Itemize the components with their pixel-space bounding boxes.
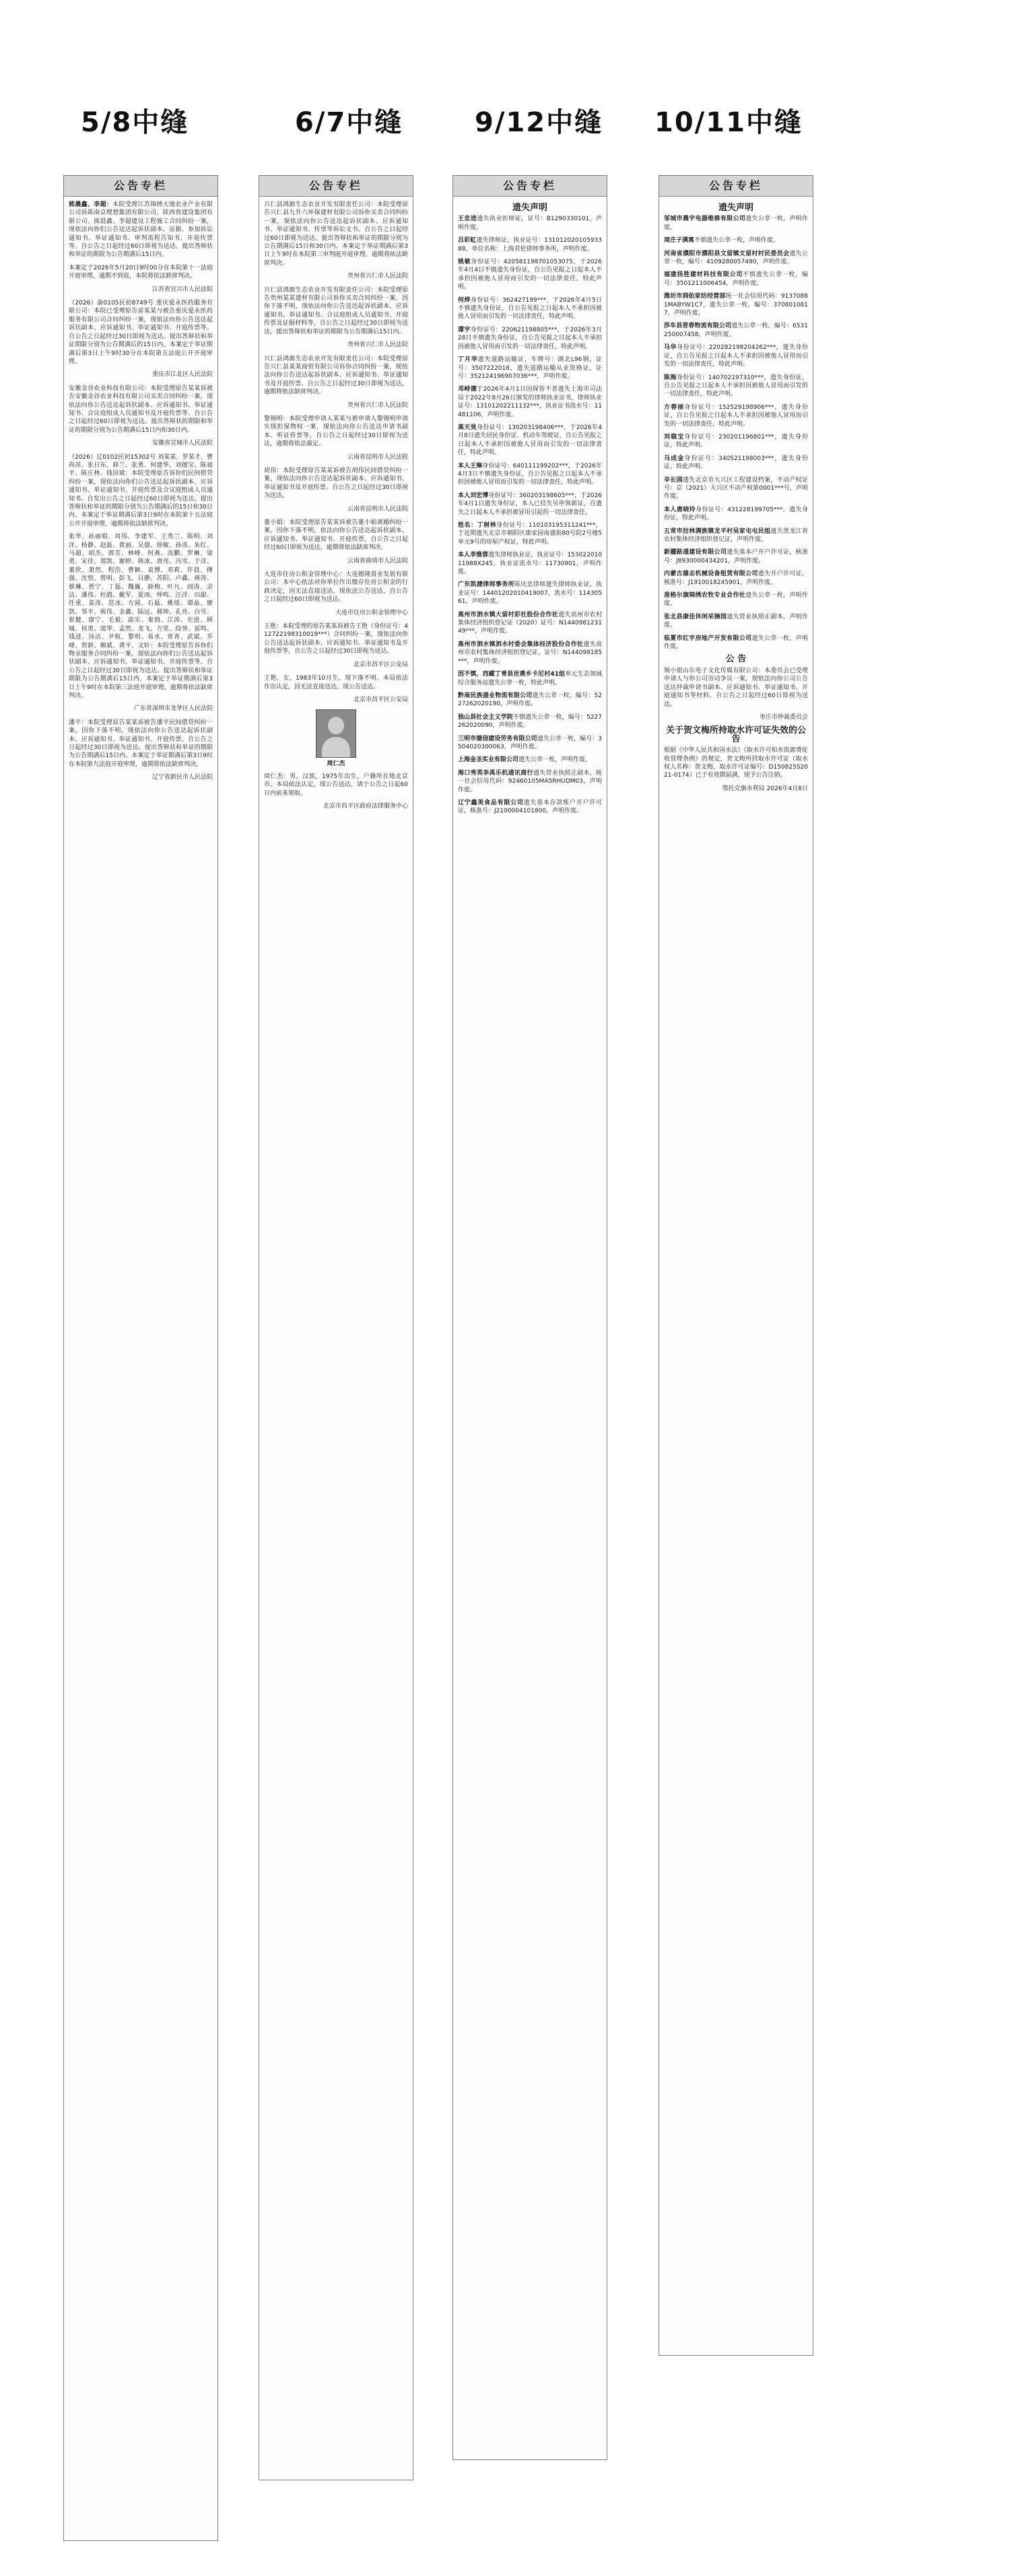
notice-org: 邹城市晨宇电器维修有限公司 (664, 216, 746, 223)
notice-org: 陈海 (664, 374, 677, 381)
notice-org: 丁月华 (458, 356, 478, 364)
section-subheading: 遗失声明 (718, 203, 753, 213)
notice-text: 遗失公章一枚，声明作废。 (664, 216, 808, 231)
notice-text: 遗失北京市大兴区工程建设档案，不动产权证号：京（2021）大兴区不动产权第0001***号，声明作废。 (664, 476, 808, 501)
notice-item (664, 527, 808, 544)
notice-item: 周仁杰：男，汉族，1975年出生，户籍所在地北京市。本局依法认定，现公告送达，请于公告之日起60日内前来领取。 (264, 773, 408, 797)
notice-org: 本人唐晓玲 (664, 506, 696, 513)
notice-item (664, 433, 808, 450)
notice-org: 吕彩虹 (458, 237, 477, 245)
notice-org: 准格尔旗锦绣农牧专业合作社 (664, 592, 746, 600)
notice-item: 王艳，女，1983年10月生，现下落不明。本局依法作出认定，因无法直接送达，现公告送达。 (264, 675, 408, 690)
notice-item: 大连市住房公积金管理中心：大连德隆置业发展有限公司：本中心依法对你单位作出缴存住房公积金的行政决定，因无法直接送达，现依法公告送达，自公告之日起经过60日即视为送达。 (264, 571, 408, 604)
notice-signature: 贵州省兴仁市人民法院 (347, 273, 408, 280)
notice-item (458, 326, 602, 351)
notice-text: 统一社会信用代码：91370881MABYW1C7，遗失公章一枚，编号：3708010817，声明作废。 (664, 293, 808, 317)
notice-item: 本案定于2026年5月20日9时00分在本院第十一法庭开庭审理，逾期不到庭，本院将依法缺席判决。 (69, 264, 213, 280)
notice-list (458, 215, 602, 815)
notice-item: 兴仁县鸿源生态农业开发有限责任公司：本院受理原告兴仁县九升六环保建材有限公司诉你买卖合同纠纷一案，现依法向你公告送达起诉状副本、应诉通知书、举证通知书、传票等诉讼文书。自公告之日起经过60日即视为送达。提出答辩状和举证的期限分别为公告期满后15日和30日内。本案定于举证期满后第3日上午9时在本院第三审判庭开庭审理，逾期将依法缺席判决。 (264, 201, 408, 267)
notice-org: 独山县社会主义学院 (458, 713, 513, 721)
notice-org: 广东凯捷律师事务所 (458, 581, 514, 589)
notice-org: 邓峙德 (458, 386, 477, 393)
notice-signature: 鄂托克旗水利局 2026年4月8日 (722, 785, 808, 792)
column-header: 公告专栏 (64, 176, 217, 197)
notice-signature: 北京市昌平区公安局 (353, 661, 408, 668)
notice-org: 谭宇 (458, 326, 471, 333)
notice-org: 高州市泗水镇泗水村委会集体经济股份合作社 (458, 641, 584, 648)
notice-text: 身份证号：220282198204262***，遗失身份证，自公告见报之日起本人不承担因被他人冒用而引发的一切法律责任，特此声明。 (664, 344, 808, 368)
notice-org: 莎车县晋春物流有限公司 (664, 323, 732, 330)
notice-item (664, 215, 808, 232)
notice-column-2 (259, 175, 413, 2480)
notice-item (664, 506, 808, 523)
notice-item (458, 521, 602, 546)
notice-item (664, 591, 808, 608)
notice-item (458, 356, 602, 381)
notice-signature: 云南省昆明市人民法院 (347, 505, 408, 513)
notice-org: 因不慎，西藏丁青县世鼎乡卡尼村41组 (458, 671, 566, 678)
notice-item: 潘平：本院受理原告某某诉被告潘平民间借贷纠纷一案，因你下落不明，现依法向你公告送达起诉状副本、应诉通知书、举证通知书、开庭传票。自公告之日起经过30日即视为送达。提出答辩状和举证的期限为公告期满后15日内。本案定于举证期满后第3日9时在本院第九法庭开庭审理，逾期将依法缺席判决。 (69, 719, 213, 768)
column-header: 公告专栏 (453, 176, 607, 197)
notice-signature: 江苏省宜兴市人民法院 (152, 286, 213, 293)
notice-text: 身份证号：130203198406***，于2026年4月8日遗失居民身份证、机动车驾驶证，自公告见报之日起本人不承担因被他人冒用而引发的一切法律责任，特此声明。 (458, 424, 602, 457)
notice-item: 根据《中华人民共和国水法》《取水许可和水资源费征收管理条例》的规定，贺文梅所持取水许可证（取水权人名称：贺文梅，取水许可证编号：D150825S2021-0174）已于有效期届满，现予公告注销。 (664, 747, 808, 779)
notice-org: 三明市德信建设劳务有限公司 (458, 735, 537, 742)
column-header: 公告专栏 (259, 176, 413, 197)
notice-item: 兴仁县鸿源生态农业开发有限责任公司：本院受理原告贵州某某建材有限公司诉你买卖合同纠纷一案，因你下落不明，现依法向你公告送达起诉状副本、应诉通知书、举证通知书、合议庭组成人员通知书、开庭传票及证据材料等。自公告之日起经过30日即视为送达。提出答辩状和举证的期限为公告期满后15日内。 (264, 286, 408, 335)
notice-text: 遗失黑龙江省农村集体经济组织登记证，声明作废。 (664, 527, 808, 543)
notice-title: 关于贺文梅所持取水许可证失效的公告 (665, 726, 806, 744)
notice-text: 遗失营业执照正副本，统一社会信用代码：92460105MA5RHUDM03，声明作废。 (458, 769, 602, 794)
notice-org: 海口秀英李禹乐机通讯商行 (458, 769, 533, 777)
column-body (659, 197, 813, 802)
notice-text: 遗失律师证，执业证号：13101202010593388，单位名称：上海君伦律师事务所，声明作废。 (458, 237, 602, 253)
notice-text: 遗失营业执照正副本，声明作废。 (664, 613, 808, 629)
notice-item (664, 455, 808, 472)
column-body (259, 197, 413, 820)
notice-item (458, 581, 602, 606)
notice-text: 身份证号：152529198906***，遗失身份证，自公告见报之日起本人不承担因被他人冒用而引发的一切法律责任，特此声明。 (664, 404, 808, 428)
column-title-3: 9/12中缝 (475, 107, 603, 138)
notice-item (664, 236, 808, 245)
notice-text: 遗失高州市农村集体经济组织登记证，证号：N144098185***，声明作废。 (458, 641, 602, 665)
notice-text: 遗失道路运输证，车牌号：湖北L96钢，证号：3507222018，遗失道路运输从业资格证，证号：352124196907036***，声明作废。 (458, 356, 602, 380)
notice-org: 马成金 (664, 455, 685, 462)
notice-org: 内蒙古雄志机械设备租赁有限公司 (664, 571, 758, 578)
notice-text: 身份证号：110103195311241***，于近期遗失北京市朝阳区康家园南盛街80号院2号楼5单元9号的房屋产权证，特此声明。 (458, 522, 602, 546)
notice-item (458, 424, 602, 457)
notice-text: 不慎遗失公章一枚，声明作废。 (694, 237, 780, 245)
notice-item (458, 462, 602, 487)
notice-org: 周庄子满寓 (664, 237, 695, 245)
notice-text: 身份证号：362427199***，于2026年4月5日不慎遗失身份证，自公告见报之日起本人不承担因被他人冒用而引发的一切法律责任，特此声明。 (458, 296, 602, 321)
notice-org: 马华 (664, 344, 677, 352)
photo-caption: 周仁杰 (327, 761, 345, 768)
notice-text: 身份证号：360203198605***，于2026年4月1日遗失身份证，本人已挂失另申领新证，自遗失之日起本人不承担被冒用引起的一切法律责任。 (458, 492, 602, 516)
notice-org: 黔南民族盛业物流有限公司 (458, 692, 533, 699)
notice-org: 河南省濮阳市濮阳县文留镇文留村村民委员会 (664, 250, 790, 257)
notice-item (664, 613, 808, 630)
notice-item (458, 799, 602, 816)
notice-item: 黎锡明：本院受理申请人某某与被申请人黎锡明申请实现担保物权一案，现依法向你公告送达申请书副本、听证传票等。自公告之日起经过30日即视为送达，逾期将依法裁定。 (264, 415, 408, 448)
notice-org: 本人李雅蓉 (458, 552, 489, 559)
notice-list (664, 215, 808, 651)
notice-column-4 (659, 175, 813, 2356)
notice-signature: 贵州省兴仁市人民法院 (347, 401, 408, 409)
notice-signature: 云南省昆明市人民法院 (347, 453, 408, 461)
notice-item (664, 250, 808, 267)
notice-signature: 安徽省宣城市人民法院 (152, 440, 213, 447)
notice-item (458, 258, 602, 292)
notice-item: 锡小姐山东电子文化传媒有限公司：本委员会已受理申请人与你公司劳动争议一案，现依法向你公司公告送达仲裁申请书副本、应诉通知书、举证通知书、开庭通知书等材料。自公告之日起经过60日即视为送达。 (664, 667, 808, 708)
notice-item (664, 635, 808, 651)
notice-item (664, 292, 808, 317)
notice-org: 潍坊市润佑家纺经营部 (664, 293, 726, 300)
notice-text: 遗失开户许可证，核准号：J1910018245901，声明作废。 (664, 571, 808, 586)
notice-signature: 云南省曲靖市人民法院 (347, 557, 408, 565)
notice-title: 公 告 (725, 654, 747, 665)
notice-text: 遗失基本户开户许可证，核准号：J8930000434201，声明作废。 (664, 549, 808, 565)
notice-text: 于2026年4月1日因保管不善遗失上海市司法局于2022年8月26日颁发的律师执业证书，律师执业证号：13101202211132***，执业证书流水号：11481106，声明作废。 (458, 386, 602, 418)
notice-org: 何烨 (458, 296, 471, 304)
notice-text: 不慎遗失公章一枚，编号：3501211006454，声明作废。 (664, 271, 808, 287)
column-title-4: 10/11中缝 (654, 107, 803, 138)
notice-item (458, 692, 602, 709)
notice-item (664, 570, 808, 587)
notice-item (458, 296, 602, 321)
notice-item (458, 236, 602, 253)
notice-column-3 (452, 175, 607, 2460)
notice-text: 遗失公章一枚，编号：3504020300063，声明作废。 (458, 735, 602, 750)
notice-item (458, 551, 602, 576)
notice-org: 辛长国 (664, 476, 683, 484)
notice-text: 遗失公章一枚，声明作废。 (664, 635, 808, 651)
notice-org: 上海金圣实业有限公司 (458, 756, 519, 764)
section-subheading: 遗失声明 (512, 203, 547, 213)
notice-org: 高天昊 (458, 424, 477, 431)
notice-item: （2026）辽0102民初15302号 刘某某、罗某才、曹尚萍、张日东、薛兰、张勇、何建华、刘德宝、陈福平、陈庄林、钱国斌：本院受理原告诉你们民间借贷纠纷一案，现依法向你们公告送达起诉状副本、应诉通知书、举证通知书、开庭传票及合议庭组成人员通知书。自发出公告之日起经过60日即视为送达。提出答辩状和举证的期限分别为公告期满后的15日和30日内。本案定于举证期满后第3日9时在本院第十五法庭公开开庭审理，逾期将依法缺席判决。 (69, 453, 213, 527)
notice-signature: 北京市昌平区政府法律服务中心 (323, 802, 408, 810)
notice-item (664, 271, 808, 288)
notice-item (664, 404, 808, 428)
notice-signature: 贵州省兴仁市人民法院 (347, 342, 408, 349)
notice-item (458, 641, 602, 666)
notice-item (664, 374, 808, 399)
notice-text: 遗失基本存款账户开户许可证，核准号：J2100004101800，声明作废。 (458, 799, 602, 815)
notice-item: 熊晨鑫、李超：本院受理江苏锦绣大地农业产业有限公司诉陈南京理想集团有限公司、陕西省建设集团有限公司、熊晨鑫、李超建设工程施工合同纠纷一案，现依法向你们公告送达起诉状副本、证据、参加诉讼通知书、举证通知书、审判流程告知书、开庭传票等。自公告之日起经过60日即视为送达。提出答辩状和举证的期限为公告期满后15日内。 (69, 201, 213, 259)
notice-org: 本人刘宏博 (458, 492, 489, 499)
notice-item: 王艳：本院受理的原告某某诉被告王艳（身份证号：412722198310019***）合同纠纷一案，现依法向你公告送达起诉状副本、应诉通知书、举证通知书及开庭传票等。自公告之日起经过30日即视为送达。 (264, 623, 408, 655)
notice-text: 遗失律师执业证，执业证号：15302201011988X245，执业证流水号：11730901，声明作废。 (458, 552, 602, 576)
notice-signature: 重庆市江北区人民法院 (152, 371, 213, 379)
column-title-2: 6/7中缝 (295, 107, 403, 138)
notice-text: 身份证号：140702197310***，遗失身份证，自公告见报之日起本人不承担因被他人冒用而引发的一切法律责任，特此声明。 (664, 374, 808, 398)
notice-item (458, 735, 602, 752)
notice-item (664, 322, 808, 339)
notice-item (458, 385, 602, 419)
notice-signature: 广东省深圳市龙华区人民法院 (133, 705, 213, 713)
portrait-photo (316, 709, 356, 758)
notice-column-1 (63, 175, 218, 2541)
notice-org: 新疆路通建设有限公司 (664, 549, 727, 556)
notice-text: 遗失公章一枚，声明作废。 (664, 592, 808, 608)
notice-item: 胡伟：本院受理原告某某诉被告胡伟民间借贷纠纷一案，现依法向你公告送达起诉状副本、应诉通知书、举证通知书及开庭传票。自公告之日起经过30日即视为送达。 (264, 467, 408, 500)
notice-item (458, 611, 602, 636)
notice-text: 身份证号：230201196801***，遗失身份证，特此声明。 (664, 433, 808, 449)
notice-org: 方春丽 (664, 404, 685, 411)
notice-item (458, 215, 602, 232)
notice-item (664, 344, 808, 368)
notice-org: 五常市拉林满族镇龙平村吴家屯屯民组 (664, 527, 771, 535)
notice-org: 辽宁鑫美食品有限公司 (458, 799, 524, 806)
notice-org: 临夏市红宇房地产开发有限公司 (664, 635, 752, 642)
notice-text: 身份证号：420581198701053075，于2026年4月4日不慎遗失身份证，自公告见报之日起本人不承担因被他人冒用而引发的一切法律责任，特此声明。 (458, 259, 602, 291)
notice-text: 不慎遗失公章一枚，编号：5227262020090，声明作废。 (458, 713, 602, 730)
notice-item (664, 476, 808, 501)
column-body (453, 197, 607, 825)
notice-org: 姚敏 (458, 259, 471, 266)
notice-text: 遗失高州市农村集体经济组织登记证（2020）证号：N144098123149***，声明作废。 (458, 611, 602, 635)
column-header: 公告专栏 (659, 176, 813, 197)
notice-text: 身份证号：220621198805***，于2026年3月28日不慎遗失身份证，自公告见报之日起本人不承担因被他人冒用而引发的一切法律责任，特此声明。 (458, 326, 602, 350)
notice-item: 张华、孙丽娟、周伟、李建军、王秀兰、陈明、刘洋、杨静、赵磊、黄丽、吴强、徐敏、孙涛、朱红、马超、胡杰、郭芳、林峰、何燕、高鹏、罗琳、梁勇、宋佳、郑凯、谢婷、韩冰、唐亮、冯雪、于洋、董欣、萧然、程浩、曹颖、袁博、邓莉、许晨、傅强、沈悦、曾明、彭飞、吕静、苏阳、卢鑫、蒋涛、蔡琳、贾宁、丁磊、魏巍、薛梅、叶凡、阎涛、余洁、潘伟、杜鹃、戴军、夏雨、钟鸣、汪洋、田甜、任重、姜涛、范冰、方圆、石磊、姚瑶、谭晶、廖凯、邹平、熊伟、金鑫、陆远、郝帅、孔亮、白雪、崔健、康宁、毛毅、邱实、秦朗、江涛、史进、顾城、侯勇、邵华、孟然、龙飞、万里、段誉、雷鸣、钱进、汤洁、尹航、黎明、易水、常青、武斌、乔峰、贺新、赖斌、龚平、文轩：本院受理原告诉你们物业服务合同纠纷一案，现依法向你们公告送达起诉状副本、应诉通知书、举证通知书、开庭传票等。自公告之日起经过30日即视为送达。提出答辩状和举证期限为公告期满后15日内。本案定于举证期满后第3日上午9时在本院第三法庭开庭审理，逾期将依法缺席判决。 (69, 534, 213, 699)
notice-item: （2026）渝0105民初8749号 重庆爱永医药服务有限公司：本院已受理原告雷某某与被告重庆爱永医药服务有限公司合同纠纷一案，现依法向你公告送达起诉状副本、应诉通知书、举证通知书、开庭传票等。自公告之日起经过30日即视为送达。提出答辩状和举证期限分别为公告期满后的15日内。本案定于举证期满后第3日上午9时30分在本院第五法庭公开开庭审理。 (69, 300, 213, 365)
notice-text: 陈庆忠律师遗失律师执业证，执业证号：14401202010419007，流水号：11430561，声明作废。 (458, 581, 602, 606)
notice-org: 姓名：丁树林 (458, 522, 497, 529)
notice-text: 身份证号：431228199705***，遗失身份证，特此声明。 (664, 506, 808, 522)
notice-item (458, 756, 602, 764)
notice-item (458, 670, 602, 687)
notice-item: 董小娟：本院受理原告某某诉被告董小娟离婚纠纷一案，因你下落不明，依法向你公告送达起诉状副本、应诉通知书、举证通知书、开庭传票。自公告之日起经过60日即视为送达，逾期将依法缺席判决。 (264, 519, 408, 552)
notice-text: 遗失公章一枚，声明作废。 (518, 756, 592, 764)
notice-text: 遗失公章一枚，编号：5227262020190，声明作废。 (458, 692, 602, 708)
notice-item: 安徽金谷农业科技有限公司：本院受理原告某某诉被告安徽金谷农业科技有限公司买卖合同纠纷一案，现依法向你公告送达起诉状副本、应诉通知书、举证通知书、合议庭组成人员通知书及开庭传票等。自公告之日起经过60日即视为送达。提出答辩状的期限和举证的期限分别为公告期满后15日内和30日内。 (69, 385, 213, 434)
notice-signature: 北京市昌平区公安局 (353, 696, 408, 703)
notice-org: 本人王琳 (458, 462, 483, 470)
notice-item (458, 713, 602, 730)
notice-text: 遗失执业医师证，证号：B1290330101，声明作废。 (458, 216, 602, 231)
notice-org: 高州市泗水镇大留村彩社股份合作社 (458, 611, 559, 618)
notice-item (458, 769, 602, 794)
notice-text: 遗失公章一枚，编号：6531250007458，声明作废。 (664, 323, 808, 338)
column-title-1: 5/8中缝 (81, 107, 189, 138)
notice-org: 张北县康佳休闲采摘园 (664, 613, 727, 620)
notice-text: 身份证号：640111199202***，于2026年4月3日不慎遗失身份证，自公告见报之日起本人不承担因被他人冒用而引发的一切法律责任，特此声明。 (458, 462, 602, 486)
notice-org: 刘稳宝 (664, 433, 685, 441)
notice-item: 兴仁县鸿源生态农业开发有限责任公司：本院受理原告兴仁县某某商贸有限公司诉你合同纠纷一案，现依法向你公告送达起诉状副本、应诉通知书、举证通知书及开庭传票。自公告之日起经过30日即视为送达，逾期将依法缺席判决。 (264, 355, 408, 396)
notice-org: 福建扬胜建材科技有限公司 (664, 271, 743, 279)
notice-text: 遗失公章一枚，编号：4109280057490，声明作废。 (664, 250, 808, 266)
notice-item (664, 548, 808, 565)
column-body (64, 197, 217, 792)
notice-text: 身份证号：340521198003***，遗失身份证，特此声明。 (664, 455, 808, 471)
notice-signature: 枣庄市仲裁委员会 (759, 713, 808, 721)
notice-text: 单元生态领域综合服务站遗失公章一枚，特此声明。 (458, 671, 602, 686)
notice-item (458, 492, 602, 517)
notice-org: 王忠进 (458, 216, 477, 223)
notice-signature: 大连市住房公积金管理中心 (335, 609, 408, 616)
notice-signature: 辽宁省新民市人民法院 (152, 774, 213, 781)
